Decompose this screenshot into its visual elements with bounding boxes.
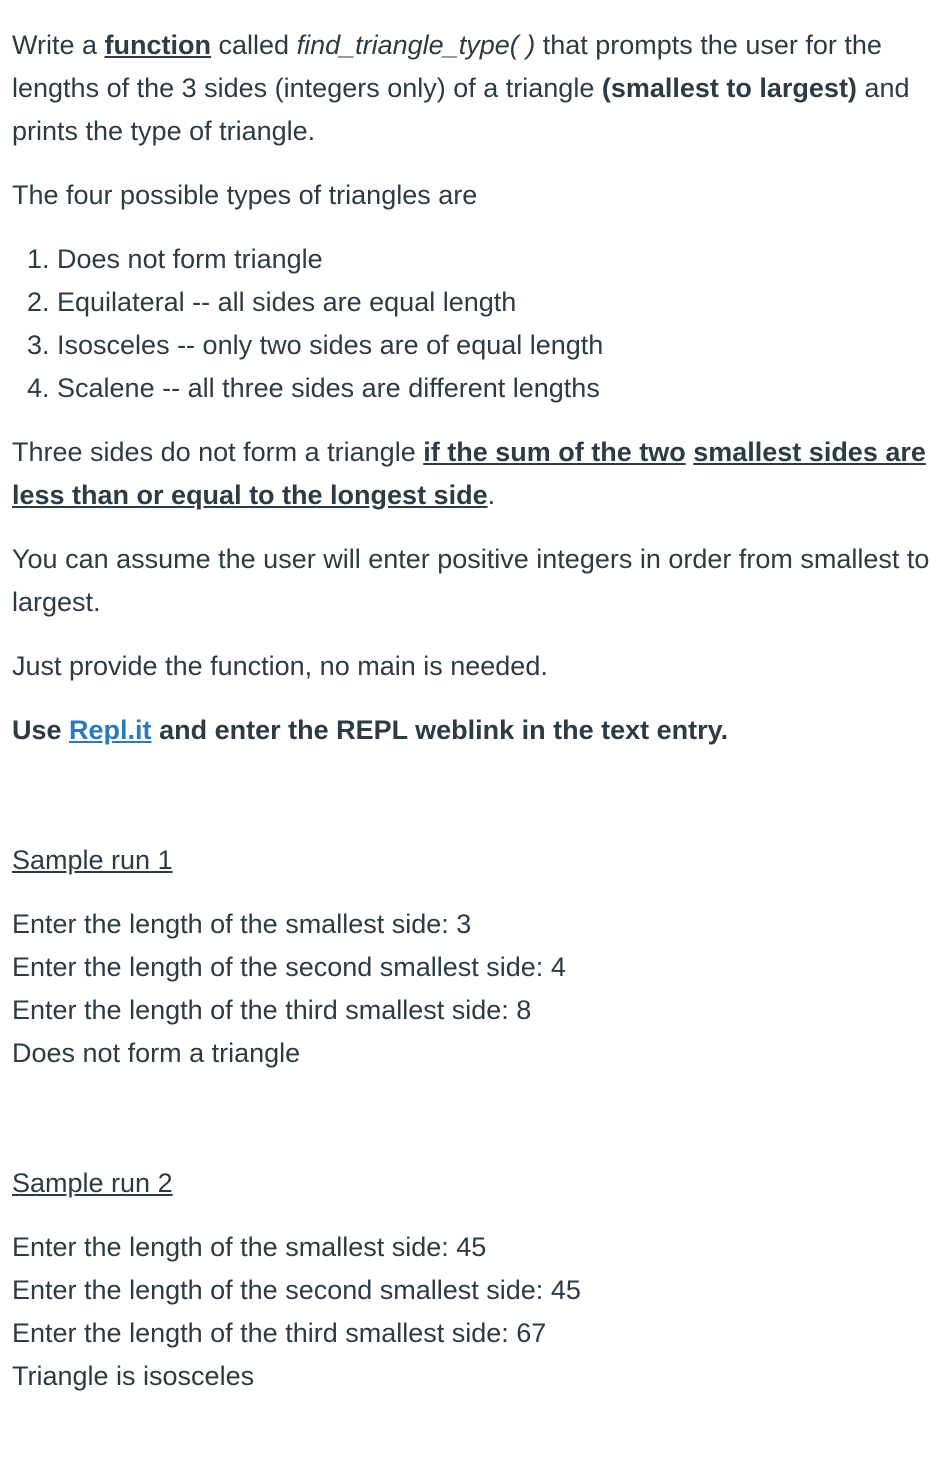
sample-line: Enter the length of the second smallest side: 4 — [12, 952, 566, 982]
intro-text-4: and prints the type of triangle. — [12, 73, 910, 146]
sample-line: Enter the length of the smallest side: 45 — [12, 1232, 487, 1262]
triangle-rule-paragraph — [12, 431, 934, 517]
rule-underlined-2: smallest sides are less than or equal to the longest side — [12, 437, 926, 510]
list-item: 3. Isosceles -- only two sides are of equal length — [27, 330, 604, 360]
triangle-types-list — [12, 238, 934, 410]
list-item: 1. Does not form triangle — [27, 244, 323, 274]
rule-text-1: Three sides do not form a triangle — [12, 437, 424, 467]
intro-text-1: Write a — [12, 30, 105, 60]
sample-run-1-heading: Sample run 1 — [12, 845, 173, 875]
sample-line: Triangle is isosceles — [12, 1361, 255, 1391]
no-main-paragraph: Just provide the function, no main is needed. — [12, 651, 548, 681]
list-item: 2. Equilateral -- all sides are equal length — [27, 287, 517, 317]
repl-instruction — [12, 709, 934, 752]
sample-line: Does not form a triangle — [12, 1038, 301, 1068]
intro-paragraph — [12, 0, 934, 153]
types-intro: The four possible types of triangles are — [12, 180, 478, 210]
assumption-paragraph: You can assume the user will enter positive integers in order from smallest to largest. — [12, 544, 930, 617]
sample-run-2-heading: Sample run 2 — [12, 1168, 173, 1198]
sample-run-1-output — [12, 903, 934, 1075]
sample-line: Enter the length of the third smallest side: 8 — [12, 995, 532, 1025]
rule-underlined-1: if the sum of the two — [423, 437, 686, 467]
repl-link[interactable]: Repl.it — [69, 715, 152, 745]
sample-line: Enter the length of the third smallest side: 67 — [12, 1318, 547, 1348]
order-note: (smallest to largest) — [601, 73, 857, 103]
intro-text-3: that prompts the user for the lengths of the 3 sides (integers only) of a triangle — [12, 30, 882, 103]
sample-run-2-output — [12, 1226, 934, 1398]
sample-line: Enter the length of the smallest side: 3 — [12, 909, 472, 939]
intro-text-2: called — [211, 30, 297, 60]
sample-line: Enter the length of the second smallest side: 45 — [12, 1275, 581, 1305]
use-text-1: Use — [12, 715, 70, 745]
rule-text-2: . — [487, 480, 496, 510]
function-keyword: function — [104, 30, 212, 60]
function-name: find_triangle_type( ) — [296, 30, 536, 60]
use-text-2: and enter the REPL weblink in the text entry. — [151, 715, 729, 745]
list-item: 4. Scalene -- all three sides are different lengths — [27, 373, 600, 403]
